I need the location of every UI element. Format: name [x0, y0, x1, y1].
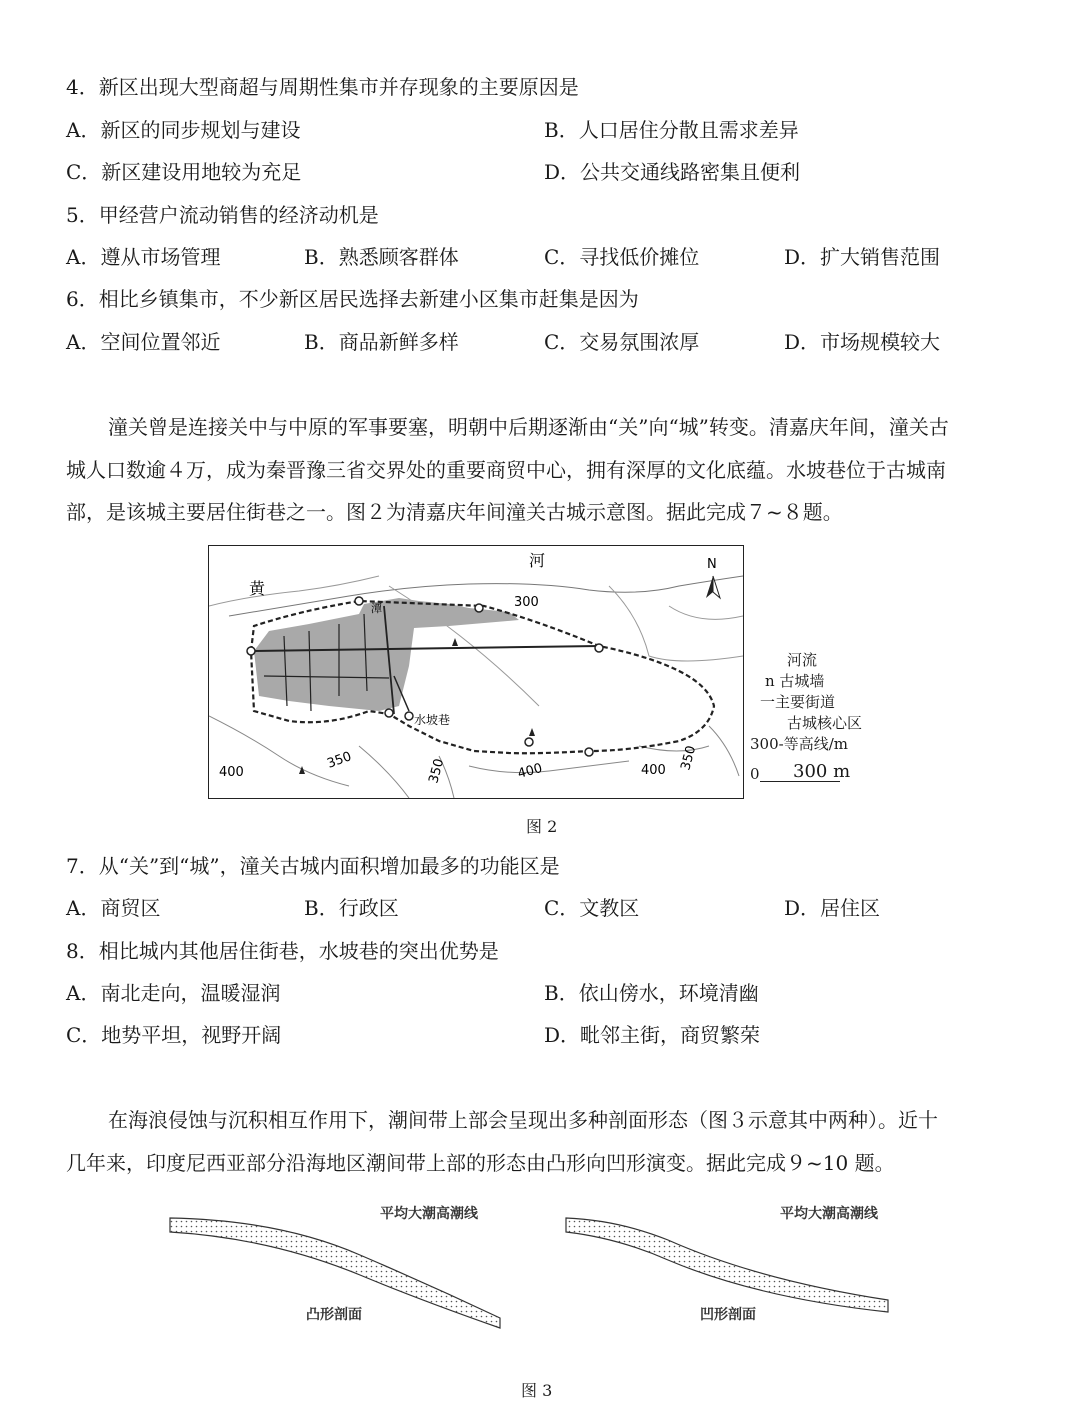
q8-stem: 8．相比城内其他居住街巷，水坡巷的突出优势是: [66, 939, 499, 963]
q6-stem: 6．相比乡镇集市，不少新区居民选择去新建小区集市赶集是因为: [66, 287, 639, 311]
contour-400-a: 400: [219, 765, 244, 780]
q4-stem: 4．新区出现大型商超与周期性集市并存现象的主要原因是: [66, 75, 579, 99]
legend-scale: 300 m: [793, 761, 851, 782]
map-label-he: 河: [529, 551, 546, 570]
contour-400-c: 400: [641, 763, 666, 778]
q5-option-c: C．寻找低价摊位: [544, 245, 700, 269]
tongguan-map: [208, 545, 744, 799]
fig2-caption: 图 2: [526, 817, 558, 836]
passage2-line1: 在海浪侵蚀与沉积相互作用下，潮间带上部会呈现出多种剖面形态（图３示意其中两种）。近十: [108, 1108, 938, 1132]
north-label: N: [707, 557, 717, 572]
q5-stem: 5．甲经营户流动销售的经济动机是: [66, 203, 379, 227]
legend-contour: 300-等高线/m: [750, 735, 848, 753]
tongguan-map-svg: [209, 546, 743, 798]
fig3-caption: 图 3: [521, 1381, 553, 1400]
legend-river: 河流: [787, 651, 818, 669]
legend-core: 古城核心区: [787, 714, 863, 732]
right-tide-label: 平均大潮高潮线: [780, 1206, 878, 1222]
passage1-line3: 部，是该城主要居住街巷之一。图２为清嘉庆年间潼关古城示意图。据此完成７~８题。: [66, 500, 843, 524]
q6-option-b: B．商品新鲜多样: [304, 330, 459, 354]
map-label-huang: 黄: [249, 579, 266, 598]
contour-350-c: 350: [678, 744, 700, 773]
passage1-line1: 潼关曾是连接关中与中原的军事要塞，明朝中后期逐渐由“关”向“城”转变。清嘉庆年间，潼关古: [108, 415, 949, 439]
q4-option-d: D．公共交通线路密集且便利: [544, 160, 801, 184]
right-profile-name: 凹形剖面: [700, 1307, 756, 1323]
q7-option-b: B．行政区: [304, 896, 399, 920]
q5-option-b: B．熟悉顾客群体: [304, 245, 459, 269]
passage1-line2: 城人口数逾４万，成为秦晋豫三省交界处的重要商贸中心，拥有深厚的文化底蕴。水坡巷位于古城南: [66, 458, 946, 482]
q7-option-c: C．文教区: [544, 896, 640, 920]
legend-wall: n 古城墙: [765, 672, 825, 690]
map-label-shuipo: 水坡巷: [414, 713, 451, 727]
q4-option-c: C．新区建设用地较为充足: [66, 160, 302, 184]
left-tide-label: 平均大潮高潮线: [380, 1206, 478, 1222]
contour-400-b: 400: [516, 760, 545, 782]
q7-option-d: D．居住区: [784, 896, 881, 920]
passage2-line2: 几年来，印度尼西亚部分沿海地区潮间带上部的形态由凸形向凹形演变。据此完成９~10 题。: [66, 1151, 895, 1175]
q7-stem: 7．从“关”到“城”，潼关古城内面积增加最多的功能区是: [66, 854, 560, 878]
contour-350-b: 350: [426, 757, 448, 786]
map-label-tan: 潭: [371, 602, 382, 615]
q5-option-d: D．扩大销售范围: [784, 245, 941, 269]
q7-option-a: A．商贸区: [66, 896, 161, 920]
q6-option-c: C．交易氛围浓厚: [544, 330, 700, 354]
contour-300: 300: [514, 595, 539, 610]
q8-option-d: D．毗邻主街，商贸繁荣: [544, 1023, 761, 1047]
q8-option-a: A．南北走向，温暖湿润: [66, 981, 281, 1005]
q5-option-a: A．遵从市场管理: [66, 245, 221, 269]
left-profile-name: 凸形剖面: [306, 1307, 362, 1323]
q6-option-a: A．空间位置邻近: [66, 330, 221, 354]
contour-350-a: 350: [325, 749, 354, 772]
q4-option-b: B．人口居住分散且需求差异: [544, 118, 799, 142]
legend-scale-zero: 0: [750, 765, 760, 783]
q8-option-b: B．依山傍水，环境清幽: [544, 981, 759, 1005]
q4-option-a: A．新区的同步规划与建设: [66, 118, 301, 142]
legend-street: 一主要街道: [760, 693, 836, 711]
q6-option-d: D．市场规模较大: [784, 330, 941, 354]
q8-option-c: C．地势平坦，视野开阔: [66, 1023, 282, 1047]
